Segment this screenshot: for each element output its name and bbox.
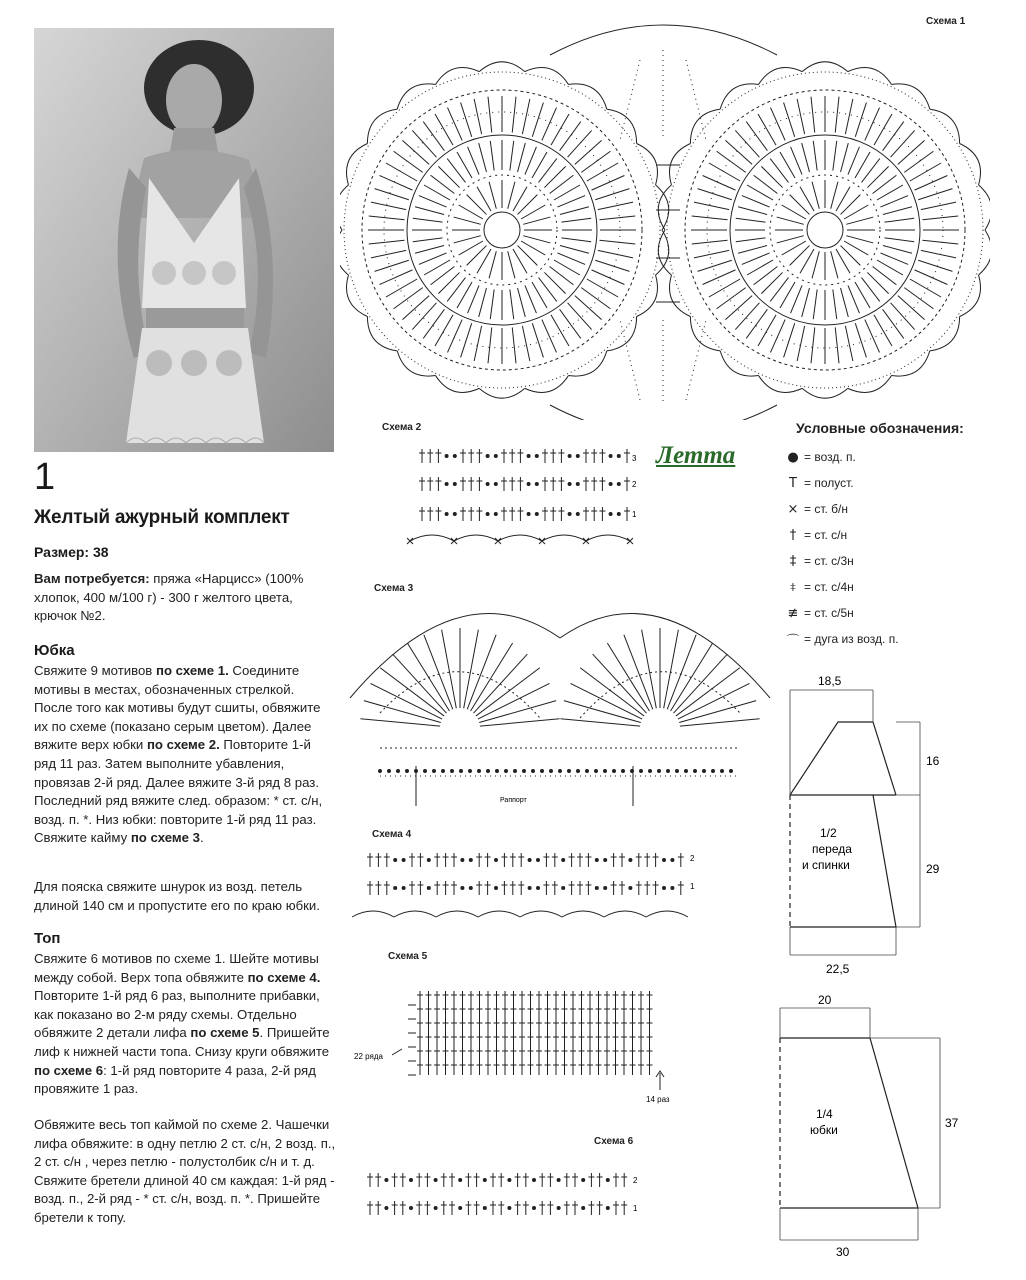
top-label-3: и спинки — [802, 858, 850, 872]
legend-item-dc: † = ст. с/н — [782, 522, 1012, 548]
scheme-5-diagram — [350, 965, 690, 1105]
skirt-text-fragment: Повторите 1-й ряд 11 раз. Затем выполните убавления, провязав 2-й ряд. Далее вяжите 3-й ряд 8 раз. Последний ряд вяжите след. образом: * ст. с/н, возд. п. *. Низ юбки: повторите 1-й ряд 11 раз. Свяжите кайму — [34, 737, 323, 846]
scheme-1-label: Схема 1 — [926, 16, 966, 27]
skirt-heading: Юбка — [34, 642, 75, 659]
edging-instructions: Обвяжите весь топ каймой по схеме 2. Чашечки лифа обвяжите: в одну петлю 2 ст. с/н, 2 возд. п., 2 ст. с/н , через петлю - полустолбик с/н и т. д. Свяжите бретели длиной 40 см каждая: 1-й ряд - возд. п., 2-й ряд - * ст. с/н, возд. п. *. Пришейте бретели к топу. — [34, 1117, 336, 1225]
scheme-2-row-3: 3 — [632, 454, 637, 463]
t-symbol-icon: T — [789, 475, 797, 491]
skirt-pattern-diagram — [770, 990, 1020, 1270]
top-dim-bottom: 22,5 — [826, 962, 850, 976]
skirt-dim-bottom: 30 — [836, 1245, 850, 1259]
skirt-instructions — [34, 662, 336, 848]
skirt-text-fragment: . — [199, 830, 204, 846]
quad-bar-symbol-icon: ⧧ — [789, 579, 797, 595]
scheme-1-diagram — [340, 20, 990, 420]
top-label-1: 1/2 — [820, 826, 837, 840]
scheme-6-diagram — [350, 1155, 650, 1225]
materials-paragraph — [34, 570, 336, 626]
rows-22-label: 22 ряда — [354, 1052, 383, 1061]
top-text-fragment: по схеме 4. — [247, 969, 321, 985]
top-instructions — [34, 950, 336, 1099]
five-bar-symbol-icon: ≢ — [787, 605, 799, 621]
scheme-4-row-2: 2 — [690, 854, 695, 863]
legend-item-tr3: ‡ = ст. с/3н — [782, 548, 1012, 574]
top-text-fragment: по схеме 5 — [190, 1025, 260, 1041]
top-label-2: переда — [812, 842, 852, 856]
dot-symbol-icon: ● — [787, 449, 799, 465]
x-symbol-icon: × — [787, 501, 799, 517]
legend-item-arc: ⌒ = дуга из возд. п. — [782, 626, 1012, 652]
skirt-text-fragment: по схеме 2. — [146, 737, 220, 753]
scheme-2-row-2: 2 — [632, 480, 637, 489]
top-dim-16: 16 — [926, 754, 940, 768]
legend-title: Условные обозначения: — [796, 420, 964, 436]
top-text-fragment: Свяжите 6 мотивов по схеме 1. Шейте мотивы между собой. Верх топа обвяжите — [34, 951, 319, 985]
join-arrows — [656, 165, 680, 302]
top-text-fragment: : 1-й ряд повторите 4 раза, 2-й ряд провяжите 1 раз. — [34, 1062, 316, 1097]
skirt-text-fragment: Соедините мотивы в местах, обозначенных стрелкой. После того как мотивы будут сшиты, обвяжите их по схеме (показано серым цветом). Далее вяжите верх юбки — [34, 663, 321, 753]
legend-item-chain: ● = возд. п. — [782, 444, 1012, 470]
skirt-text-fragment: по схеме 1. — [155, 663, 229, 678]
model-photo — [34, 28, 334, 452]
top-dim-29: 29 — [926, 862, 940, 876]
scheme-4-diagram — [340, 845, 700, 925]
skirt-text-fragment: Свяжите 9 мотивов — [34, 663, 156, 678]
top-text-fragment: Повторите 1-й ряд 6 раз, выполните прибавки, как показано во 2-м ряду схемы. Отдельно обвяжите 2 детали лифа — [34, 988, 320, 1041]
scheme-3-diagram — [340, 598, 780, 813]
top-pattern-diagram — [770, 665, 1020, 985]
article-title: Желтый ажурный комплект — [34, 507, 290, 528]
materials-bold: Вам потребуется: — [34, 571, 150, 586]
legend-item-sc: × = ст. б/н — [782, 496, 1012, 522]
arc-symbol-icon: ⌒ — [786, 633, 800, 649]
legend-list — [782, 444, 1012, 652]
scheme-2-row-1: 1 — [632, 510, 637, 519]
top-dim-width: 18,5 — [818, 674, 842, 688]
triple-bar-symbol-icon: ‡ — [789, 553, 797, 569]
skirt-dim-width: 20 — [818, 993, 832, 1007]
size-label: Размер: 38 — [34, 544, 109, 560]
belt-instructions: Для пояска свяжите шнурок из возд. петель длиной 140 см и пропустите его по краю юбки. — [34, 879, 320, 913]
dagger-symbol-icon: † — [789, 527, 797, 543]
skirt-label-1: 1/4 — [816, 1107, 833, 1121]
skirt-dim-37: 37 — [945, 1116, 959, 1130]
legend-item-slip: T = полуст. — [782, 470, 1012, 496]
scheme-5-label: Схема 5 — [388, 951, 428, 962]
article-number: 1 — [34, 456, 56, 498]
top-text-fragment: . Пришейте лиф к нижней части топа. Снизу круги обвяжите — [34, 1025, 330, 1059]
skirt-text-fragment: по схеме 3 — [130, 830, 200, 846]
rapport-label: Раппорт — [500, 797, 527, 804]
scheme-2-label: Схема 2 — [382, 422, 422, 433]
skirt-label-2: юбки — [810, 1123, 838, 1137]
top-heading: Топ — [34, 930, 61, 947]
legend-item-tr5: ≢ = ст. с/5н — [782, 600, 1012, 626]
scheme-4-row-1: 1 — [690, 882, 695, 891]
scheme-6-row-1: 1 — [633, 1204, 638, 1213]
materials-text: пряжа «Нарцисс» (100% хлопок, 400 м/100 г) - 300 г желтого цвета, крючок №2. — [34, 571, 304, 624]
scheme-3-label: Схема 3 — [374, 583, 414, 594]
scheme-4-label: Схема 4 — [372, 829, 412, 840]
top-text-fragment: по схеме 6 — [34, 1062, 104, 1078]
scheme-6-row-2: 2 — [633, 1176, 638, 1185]
scheme-2-diagram — [400, 445, 650, 550]
watermark-letta: Летта — [656, 442, 736, 469]
times-14-label: 14 раз — [646, 1095, 670, 1104]
legend-item-tr4: ⧧ = ст. с/4н — [782, 574, 1012, 600]
scheme-6-label: Схема 6 — [594, 1136, 634, 1147]
